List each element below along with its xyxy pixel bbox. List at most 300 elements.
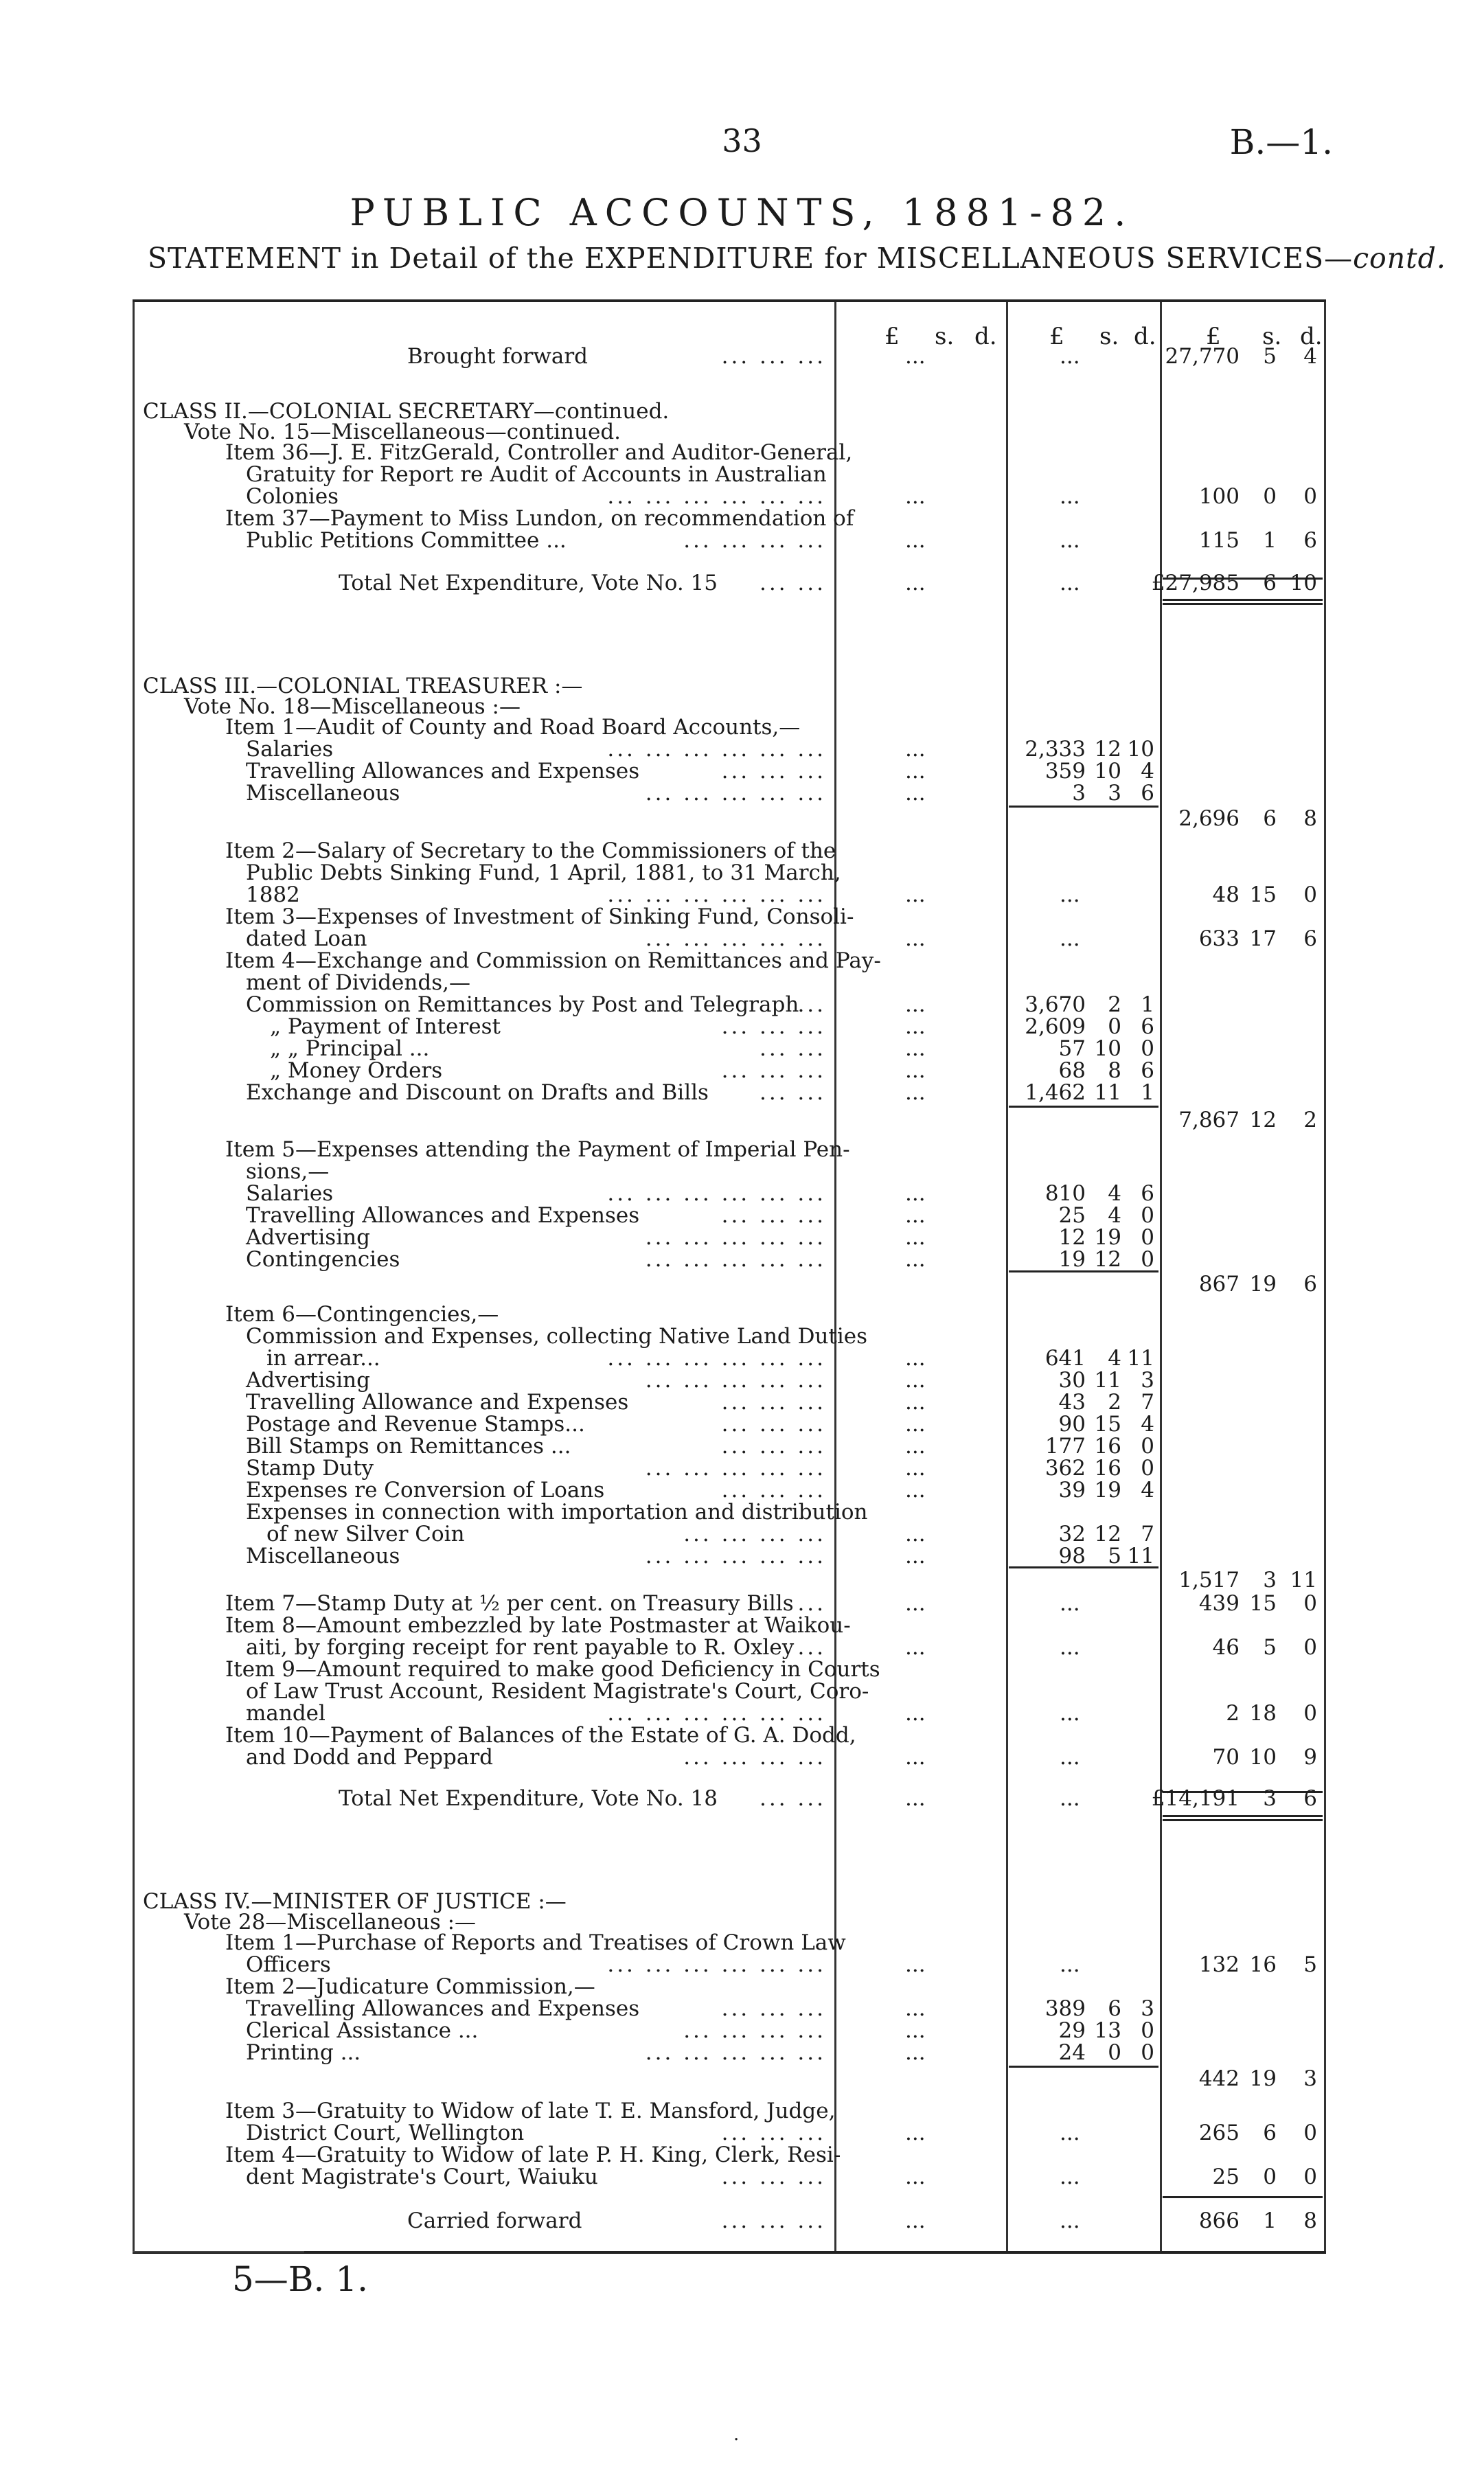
- dot-leader: ...: [797, 1635, 826, 1660]
- row-description: aiti, by forging receipt for rent payable to R. Oxley: [246, 1635, 795, 1660]
- col2-pounds: 29: [1058, 2018, 1086, 2043]
- row-description: Gratuity for Report re Audit of Accounts in Australian: [246, 462, 827, 487]
- table-row: [133, 2040, 1326, 2066]
- col2-pence: 3: [1141, 1368, 1154, 1393]
- col1-empty: ...: [905, 1701, 926, 1726]
- col2-pounds: 68: [1058, 1058, 1086, 1083]
- col3-shillings: 19: [1249, 1272, 1277, 1297]
- dot-leader: ...: [797, 992, 826, 1017]
- col2-pence: 6: [1141, 1181, 1154, 1206]
- dot-leader: ... ... ...: [721, 344, 826, 369]
- page-footer: 5—B. 1.: [232, 2259, 369, 2299]
- row-description: Carried forward: [407, 2208, 582, 2233]
- col2-pence: 0: [1141, 1247, 1154, 1272]
- col2-empty: ...: [1060, 1635, 1080, 1660]
- col2-empty: ...: [1060, 1745, 1080, 1770]
- col2-shillings: 12: [1094, 737, 1121, 762]
- dot-leader: ... ... ... ... ...: [645, 1368, 826, 1393]
- col3-shillings: 3: [1263, 1786, 1277, 1811]
- col3-pounds: 100: [1198, 484, 1240, 509]
- table-row: [133, 2208, 1326, 2234]
- col2-pounds: 30: [1058, 1368, 1086, 1393]
- col2-shillings: 3: [1108, 781, 1121, 806]
- col2-pence: 1: [1141, 1080, 1154, 1105]
- col2-shillings: 11: [1094, 1080, 1121, 1105]
- subtitle-main: STATEMENT in Detail of the EXPENDITURE for MISCELLANEOUS SERVICES—: [148, 242, 1354, 275]
- dot-leader: ... ...: [760, 571, 826, 595]
- col1-empty: ...: [905, 2040, 926, 2065]
- col3-pounds: 1,517: [1178, 1568, 1240, 1592]
- row-description: Public Debts Sinking Fund, 1 April, 1881, to 31 March,: [246, 860, 841, 885]
- row-description: dated Loan: [246, 926, 367, 951]
- col2-pence: 7: [1141, 1522, 1154, 1546]
- col2-shillings: 8: [1108, 1058, 1121, 1083]
- col3-shillings: 16: [1249, 1952, 1277, 1977]
- col3-shillings: 6: [1263, 571, 1277, 595]
- dot-leader: ... ... ...: [721, 1434, 826, 1459]
- col2-pounds: 177: [1044, 1434, 1086, 1459]
- col1-empty: ...: [905, 1368, 926, 1393]
- dot-leader: ... ... ...: [721, 759, 826, 784]
- col3-shillings: 0: [1263, 2165, 1277, 2189]
- row-description: dent Magistrate's Court, Waiuku: [246, 2165, 598, 2189]
- row-description: 1882: [246, 882, 300, 907]
- row-description: Expenses re Conversion of Loans: [246, 1478, 605, 1503]
- col2-shillings: 5: [1108, 1544, 1121, 1568]
- col3-pounds: 265: [1198, 2121, 1240, 2145]
- dot-leader: ... ... ...: [721, 2208, 826, 2233]
- col3-pounds: 132: [1198, 1952, 1240, 1977]
- col2-pence: 11: [1127, 1346, 1154, 1371]
- col3-pounds: 27,770: [1165, 344, 1240, 369]
- row-description: Item 8—Amount embezzled by late Postmaster at Waikou-: [225, 1613, 851, 1638]
- col2-empty: ...: [1060, 2165, 1080, 2189]
- col1-empty: ...: [905, 1478, 926, 1503]
- col2-pounds: 90: [1058, 1412, 1086, 1437]
- col1-empty: ...: [905, 2018, 926, 2043]
- row-description: Expenses in connection with importation and distribution: [246, 1500, 868, 1525]
- col1-pence-header: d.: [974, 323, 997, 350]
- row-description: Bill Stamps on Remittances ...: [246, 1434, 571, 1459]
- expenditure-table: [133, 299, 1326, 2254]
- page-title: PUBLIC ACCOUNTS, 1881-82.: [350, 191, 1134, 234]
- col3-shillings: 10: [1249, 1745, 1277, 1770]
- dot-leader: ... ... ...: [721, 1478, 826, 1503]
- col2-pounds: 32: [1058, 1522, 1086, 1546]
- col2-pounds: 43: [1058, 1390, 1086, 1415]
- col2-shillings: 4: [1108, 1346, 1121, 1371]
- col2-pence: 6: [1141, 1014, 1154, 1039]
- col3-shillings: 1: [1263, 2208, 1277, 2233]
- col2-shillings: 6: [1108, 1996, 1121, 2021]
- col1-empty: ...: [905, 571, 926, 595]
- col2-shillings: 19: [1094, 1478, 1121, 1503]
- col1-empty: ...: [905, 882, 926, 907]
- col3-pence: 9: [1303, 1745, 1317, 1770]
- row-description: Item 1—Purchase of Reports and Treatises of Crown Law: [225, 1930, 846, 1955]
- row-description: Total Net Expenditure, Vote No. 15: [339, 571, 718, 595]
- col2-pounds: 2,609: [1025, 1014, 1086, 1039]
- col3-pence: 6: [1303, 1272, 1317, 1297]
- row-description: Stamp Duty: [246, 1456, 374, 1481]
- col3-pence: 5: [1303, 1952, 1317, 1977]
- document-reference: B.—1.: [1229, 122, 1333, 162]
- col1-empty: ...: [905, 528, 926, 553]
- col2-pounds: 25: [1058, 1203, 1086, 1228]
- row-description: Contingencies: [246, 1247, 400, 1272]
- col3-shillings: 1: [1263, 528, 1277, 553]
- dot-leader: ... ... ... ... ...: [645, 1544, 826, 1568]
- col2-pounds: 3,670: [1025, 992, 1086, 1017]
- col1-empty: ...: [905, 1412, 926, 1437]
- col1-empty: ...: [905, 926, 926, 951]
- dot-leader: ... ... ...: [721, 2165, 826, 2189]
- row-description: CLASS II.—COLONIAL SECRETARY—continued.: [143, 399, 670, 424]
- footer-rule: [133, 2251, 304, 2252]
- table-row: [133, 1567, 1326, 1593]
- col2-pence: 11: [1127, 1544, 1154, 1568]
- row-description: District Court, Wellington: [246, 2121, 525, 2145]
- row-description: Brought forward: [407, 344, 588, 369]
- col2-empty: ...: [1060, 882, 1080, 907]
- col3-pence: 0: [1303, 2165, 1317, 2189]
- dot-leader: ... ...: [760, 1786, 826, 1811]
- col3-shillings: 6: [1263, 806, 1277, 831]
- row-description: Item 4—Gratuity to Widow of late P. H. King, Clerk, Resi-: [225, 2143, 841, 2167]
- row-description: Public Petitions Committee ...: [246, 528, 567, 553]
- col2-pounds-header: £: [1049, 323, 1064, 350]
- col3-pounds: 866: [1198, 2208, 1240, 2233]
- dot-leader: ... ... ... ... ...: [645, 926, 826, 951]
- col2-shillings: 2: [1108, 992, 1121, 1017]
- col2-pence: 1: [1141, 992, 1154, 1017]
- col3-pence: 6: [1303, 528, 1317, 553]
- col2-pence: 0: [1141, 1036, 1154, 1061]
- col3-shillings: 12: [1249, 1108, 1277, 1132]
- col2-pounds: 1,462: [1025, 1080, 1086, 1105]
- dot-leader: ... ... ... ...: [683, 2018, 826, 2043]
- dot-leader: ... ... ... ... ... ...: [607, 882, 826, 907]
- col2-pence: 0: [1141, 2018, 1154, 2043]
- row-description: Item 37—Payment to Miss Lundon, on recommendation of: [225, 506, 854, 531]
- col1-empty: ...: [905, 1014, 926, 1039]
- row-description: Travelling Allowances and Expenses: [246, 1203, 640, 1228]
- row-description: CLASS IV.—MINISTER OF JUSTICE :—: [143, 1889, 567, 1914]
- table-row: [133, 1246, 1326, 1272]
- row-description: Salaries: [246, 737, 334, 762]
- col2-pence: 0: [1141, 1225, 1154, 1250]
- table-row: [133, 2066, 1326, 2092]
- col1-empty: ...: [905, 1247, 926, 1272]
- col1-empty: ...: [905, 1996, 926, 2021]
- table-row: [133, 343, 1326, 369]
- col1-empty: ...: [905, 1591, 926, 1616]
- row-description: Miscellaneous: [246, 1544, 400, 1568]
- col3-pence: 0: [1303, 1701, 1317, 1726]
- dot-leader: ... ... ... ...: [683, 1522, 826, 1546]
- col2-pence: 10: [1127, 737, 1154, 762]
- col2-pence: 6: [1141, 781, 1154, 806]
- col2-pounds: 362: [1044, 1456, 1086, 1481]
- table-row: [133, 806, 1326, 832]
- row-description: Vote 28—Miscellaneous :—: [184, 1910, 477, 1934]
- row-description: Commission and Expenses, collecting Native Land Duties: [246, 1324, 868, 1349]
- table-row: [133, 2164, 1326, 2190]
- col1-empty: ...: [905, 1522, 926, 1546]
- col3-pounds: 633: [1198, 926, 1240, 951]
- row-description: Item 36—J. E. FitzGerald, Controller and Auditor-General,: [225, 440, 853, 465]
- col2-shillings: 12: [1094, 1522, 1121, 1546]
- col1-empty: ...: [905, 1181, 926, 1206]
- col3-pence: 0: [1303, 1591, 1317, 1616]
- table-row: [133, 527, 1326, 553]
- col2-pence: 4: [1141, 1478, 1154, 1503]
- col3-pounds: £27,985: [1151, 571, 1240, 595]
- col3-shillings-header: s.: [1262, 323, 1282, 350]
- col2-empty: ...: [1060, 528, 1080, 553]
- col3-pence: 11: [1290, 1568, 1317, 1592]
- col2-pounds: 810: [1044, 1181, 1086, 1206]
- row-description: Travelling Allowances and Expenses: [246, 1996, 640, 2021]
- col2-pence: 0: [1141, 2040, 1154, 2065]
- dot-leader: ... ... ...: [721, 1390, 826, 1415]
- table-row: [133, 1271, 1326, 1297]
- col2-pounds: 389: [1044, 1996, 1086, 2021]
- col3-shillings: 15: [1249, 882, 1277, 907]
- col1-empty: ...: [905, 1203, 926, 1228]
- col3-shillings: 19: [1249, 2066, 1277, 2091]
- col2-empty: ...: [1060, 344, 1080, 369]
- row-description: Clerical Assistance ...: [246, 2018, 479, 2043]
- col1-empty: ...: [905, 1346, 926, 1371]
- dot-leader: ... ... ... ... ... ...: [607, 1701, 826, 1726]
- col2-shillings: 15: [1094, 1412, 1121, 1437]
- col3-pounds: 867: [1198, 1272, 1240, 1297]
- col3-pence: 6: [1303, 926, 1317, 951]
- carried-forward-rule: [1163, 2196, 1323, 2198]
- col3-pence: 0: [1303, 484, 1317, 509]
- dot-leader: ... ... ... ... ...: [645, 1225, 826, 1250]
- col2-shillings: 10: [1094, 1036, 1121, 1061]
- col2-pounds: 57: [1058, 1036, 1086, 1061]
- dot-leader: ... ... ... ... ...: [645, 1247, 826, 1272]
- col3-pence: 3: [1303, 2066, 1317, 2091]
- dot-leader: ... ... ...: [721, 1203, 826, 1228]
- row-description: of Law Trust Account, Resident Magistrate's Court, Coro-: [246, 1679, 869, 1704]
- row-description: Printing ...: [246, 2040, 361, 2065]
- dot-leader: ... ...: [760, 1036, 826, 1061]
- col2-pounds: 2,333: [1025, 737, 1086, 762]
- table-row: [133, 1107, 1326, 1133]
- col2-shillings: 4: [1108, 1203, 1121, 1228]
- col2-pence: 4: [1141, 1412, 1154, 1437]
- col2-pounds: 19: [1058, 1247, 1086, 1272]
- row-description: Travelling Allowance and Expenses: [246, 1390, 629, 1415]
- col1-empty: ...: [905, 1434, 926, 1459]
- col1-empty: ...: [905, 1058, 926, 1083]
- col3-pence: 8: [1303, 806, 1317, 831]
- col2-pounds: 24: [1058, 2040, 1086, 2065]
- col2-pounds: 39: [1058, 1478, 1086, 1503]
- subtitle-contd: contd.: [1353, 242, 1446, 275]
- dot-leader: ... ... ...: [721, 1996, 826, 2021]
- total-double-rule: [1163, 1819, 1323, 1821]
- col3-pounds: 46: [1212, 1635, 1240, 1660]
- dot-leader: ... ... ... ... ...: [645, 2040, 826, 2065]
- col3-pounds: 48: [1212, 882, 1240, 907]
- col2-pence: 3: [1141, 1996, 1154, 2021]
- col2-empty: ...: [1060, 1952, 1080, 1977]
- col1-empty: ...: [905, 1635, 926, 1660]
- dot-leader: ... ... ... ... ...: [645, 781, 826, 806]
- col3-shillings: 18: [1249, 1701, 1277, 1726]
- col2-shillings: 12: [1094, 1247, 1121, 1272]
- dot-leader: ... ... ... ...: [683, 528, 826, 553]
- dot-leader: ... ... ... ... ... ...: [607, 1346, 826, 1371]
- row-description: Item 1—Audit of County and Road Board Accounts,—: [225, 715, 801, 740]
- row-description: Item 3—Gratuity to Widow of late T. E. Mansford, Judge,: [225, 2099, 836, 2123]
- stray-mark: ·: [733, 2430, 740, 2450]
- col3-pence: 8: [1303, 2208, 1317, 2233]
- col2-empty: ...: [1060, 1591, 1080, 1616]
- col1-empty: ...: [905, 484, 926, 509]
- subtitle: [148, 242, 1446, 275]
- col3-shillings: 5: [1263, 1635, 1277, 1660]
- col2-pounds: 98: [1058, 1544, 1086, 1568]
- col3-pence: 6: [1303, 1786, 1317, 1811]
- col3-pence: 0: [1303, 1635, 1317, 1660]
- col2-pence: 0: [1141, 1456, 1154, 1481]
- col3-pence: 10: [1290, 571, 1317, 595]
- col2-pounds: 3: [1072, 781, 1086, 806]
- total-double-rule: [1163, 1815, 1323, 1817]
- dot-leader: ... ... ... ... ... ...: [607, 1181, 826, 1206]
- col2-empty: ...: [1060, 484, 1080, 509]
- dot-leader: ...: [797, 1591, 826, 1616]
- table-row: [133, 1785, 1326, 1812]
- col3-pounds: 2: [1226, 1701, 1240, 1726]
- col3-pounds: £14,191: [1151, 1786, 1240, 1811]
- page-number: 33: [722, 122, 762, 159]
- row-description: in arrear...: [266, 1346, 380, 1371]
- dot-leader: ... ... ... ... ... ...: [607, 737, 826, 762]
- col3-pounds-header: £: [1206, 323, 1221, 350]
- col2-pence: 6: [1141, 1058, 1154, 1083]
- col3-shillings: 17: [1249, 926, 1277, 951]
- col1-pounds-header: £: [884, 323, 900, 350]
- col3-shillings: 6: [1263, 2121, 1277, 2145]
- col2-shillings: 13: [1094, 2018, 1121, 2043]
- row-description: „ „ Principal ...: [270, 1036, 430, 1061]
- dot-leader: ... ... ...: [721, 1014, 826, 1039]
- col1-empty: ...: [905, 737, 926, 762]
- row-description: Item 7—Stamp Duty at ½ per cent. on Treasury Bills: [225, 1591, 794, 1616]
- col2-pence: 7: [1141, 1390, 1154, 1415]
- col2-empty: ...: [1060, 2208, 1080, 2233]
- row-description: Item 2—Judicature Commission,—: [225, 1974, 595, 1999]
- total-double-rule: [1163, 603, 1323, 605]
- col3-shillings: 5: [1263, 344, 1277, 369]
- row-description: Vote No. 18—Miscellaneous :—: [184, 694, 521, 719]
- col1-empty: ...: [905, 992, 926, 1017]
- row-description: Exchange and Discount on Drafts and Bills: [246, 1080, 709, 1105]
- table-row: [133, 570, 1326, 596]
- dot-leader: ... ... ...: [721, 1412, 826, 1437]
- dot-leader: ... ... ... ...: [683, 1745, 826, 1770]
- col3-pence-header: d.: [1300, 323, 1323, 350]
- col2-pence: 0: [1141, 1434, 1154, 1459]
- row-description: of new Silver Coin: [266, 1522, 465, 1546]
- row-description: Commission on Remittances by Post and Telegraph: [246, 992, 799, 1017]
- row-description: Item 6—Contingencies,—: [225, 1302, 499, 1327]
- col2-pounds: 12: [1058, 1225, 1086, 1250]
- col2-empty: ...: [1060, 2121, 1080, 2145]
- col3-pounds: 7,867: [1178, 1108, 1240, 1132]
- col3-pounds: 2,696: [1178, 806, 1240, 831]
- row-description: Postage and Revenue Stamps...: [246, 1412, 585, 1437]
- row-description: sions,—: [246, 1159, 330, 1184]
- col3-pence: 2: [1303, 1108, 1317, 1132]
- col3-pounds: 115: [1198, 528, 1240, 553]
- col1-empty: ...: [905, 2165, 926, 2189]
- dot-leader: ... ...: [760, 1080, 826, 1105]
- col1-empty: ...: [905, 2208, 926, 2233]
- row-description: Total Net Expenditure, Vote No. 18: [339, 1786, 718, 1811]
- col1-empty: ...: [905, 1390, 926, 1415]
- dot-leader: ... ... ... ... ...: [645, 1456, 826, 1481]
- col3-shillings: 3: [1263, 1568, 1277, 1592]
- col2-shillings: 16: [1094, 1456, 1121, 1481]
- col1-empty: ...: [905, 759, 926, 784]
- row-description: Officers: [246, 1952, 331, 1977]
- col2-shillings: 2: [1108, 1390, 1121, 1415]
- col1-empty: ...: [905, 1036, 926, 1061]
- row-description: Item 2—Salary of Secretary to the Commissioners of the: [225, 838, 836, 863]
- col3-pence: 0: [1303, 882, 1317, 907]
- col2-shillings: 10: [1094, 759, 1121, 784]
- table-row: [133, 1080, 1326, 1106]
- col1-empty: ...: [905, 1786, 926, 1811]
- col3-pounds: 25: [1212, 2165, 1240, 2189]
- dot-leader: ... ... ... ... ... ...: [607, 484, 826, 509]
- col1-empty: ...: [905, 1952, 926, 1977]
- table-row: [133, 1543, 1326, 1569]
- row-description: CLASS III.—COLONIAL TREASURER :—: [143, 674, 583, 698]
- col2-empty: ...: [1060, 926, 1080, 951]
- row-description: mandel: [246, 1701, 326, 1726]
- col2-empty: ...: [1060, 571, 1080, 595]
- col2-shillings: 19: [1094, 1225, 1121, 1250]
- col1-empty: ...: [905, 1225, 926, 1250]
- col3-pounds: 442: [1198, 2066, 1240, 2091]
- row-description: „ Money Orders: [270, 1058, 443, 1083]
- row-description: Advertising: [246, 1368, 370, 1393]
- col3-pounds: 70: [1212, 1745, 1240, 1770]
- row-description: Item 4—Exchange and Commission on Remittances and Pay-: [225, 948, 881, 973]
- col2-pence: 4: [1141, 759, 1154, 784]
- col1-empty: ...: [905, 344, 926, 369]
- col2-shillings: 4: [1108, 1181, 1121, 1206]
- dot-leader: ... ... ...: [721, 1058, 826, 1083]
- row-description: Salaries: [246, 1181, 334, 1206]
- row-description: Item 10—Payment of Balances of the Estate of G. A. Dodd,: [225, 1723, 856, 1748]
- col3-shillings: 0: [1263, 484, 1277, 509]
- row-description: Vote No. 15—Miscellaneous—continued.: [184, 420, 621, 444]
- col3-pence: 4: [1303, 344, 1317, 369]
- row-description: Colonies: [246, 484, 339, 509]
- col2-empty: ...: [1060, 1786, 1080, 1811]
- row-description: „ Payment of Interest: [270, 1014, 501, 1039]
